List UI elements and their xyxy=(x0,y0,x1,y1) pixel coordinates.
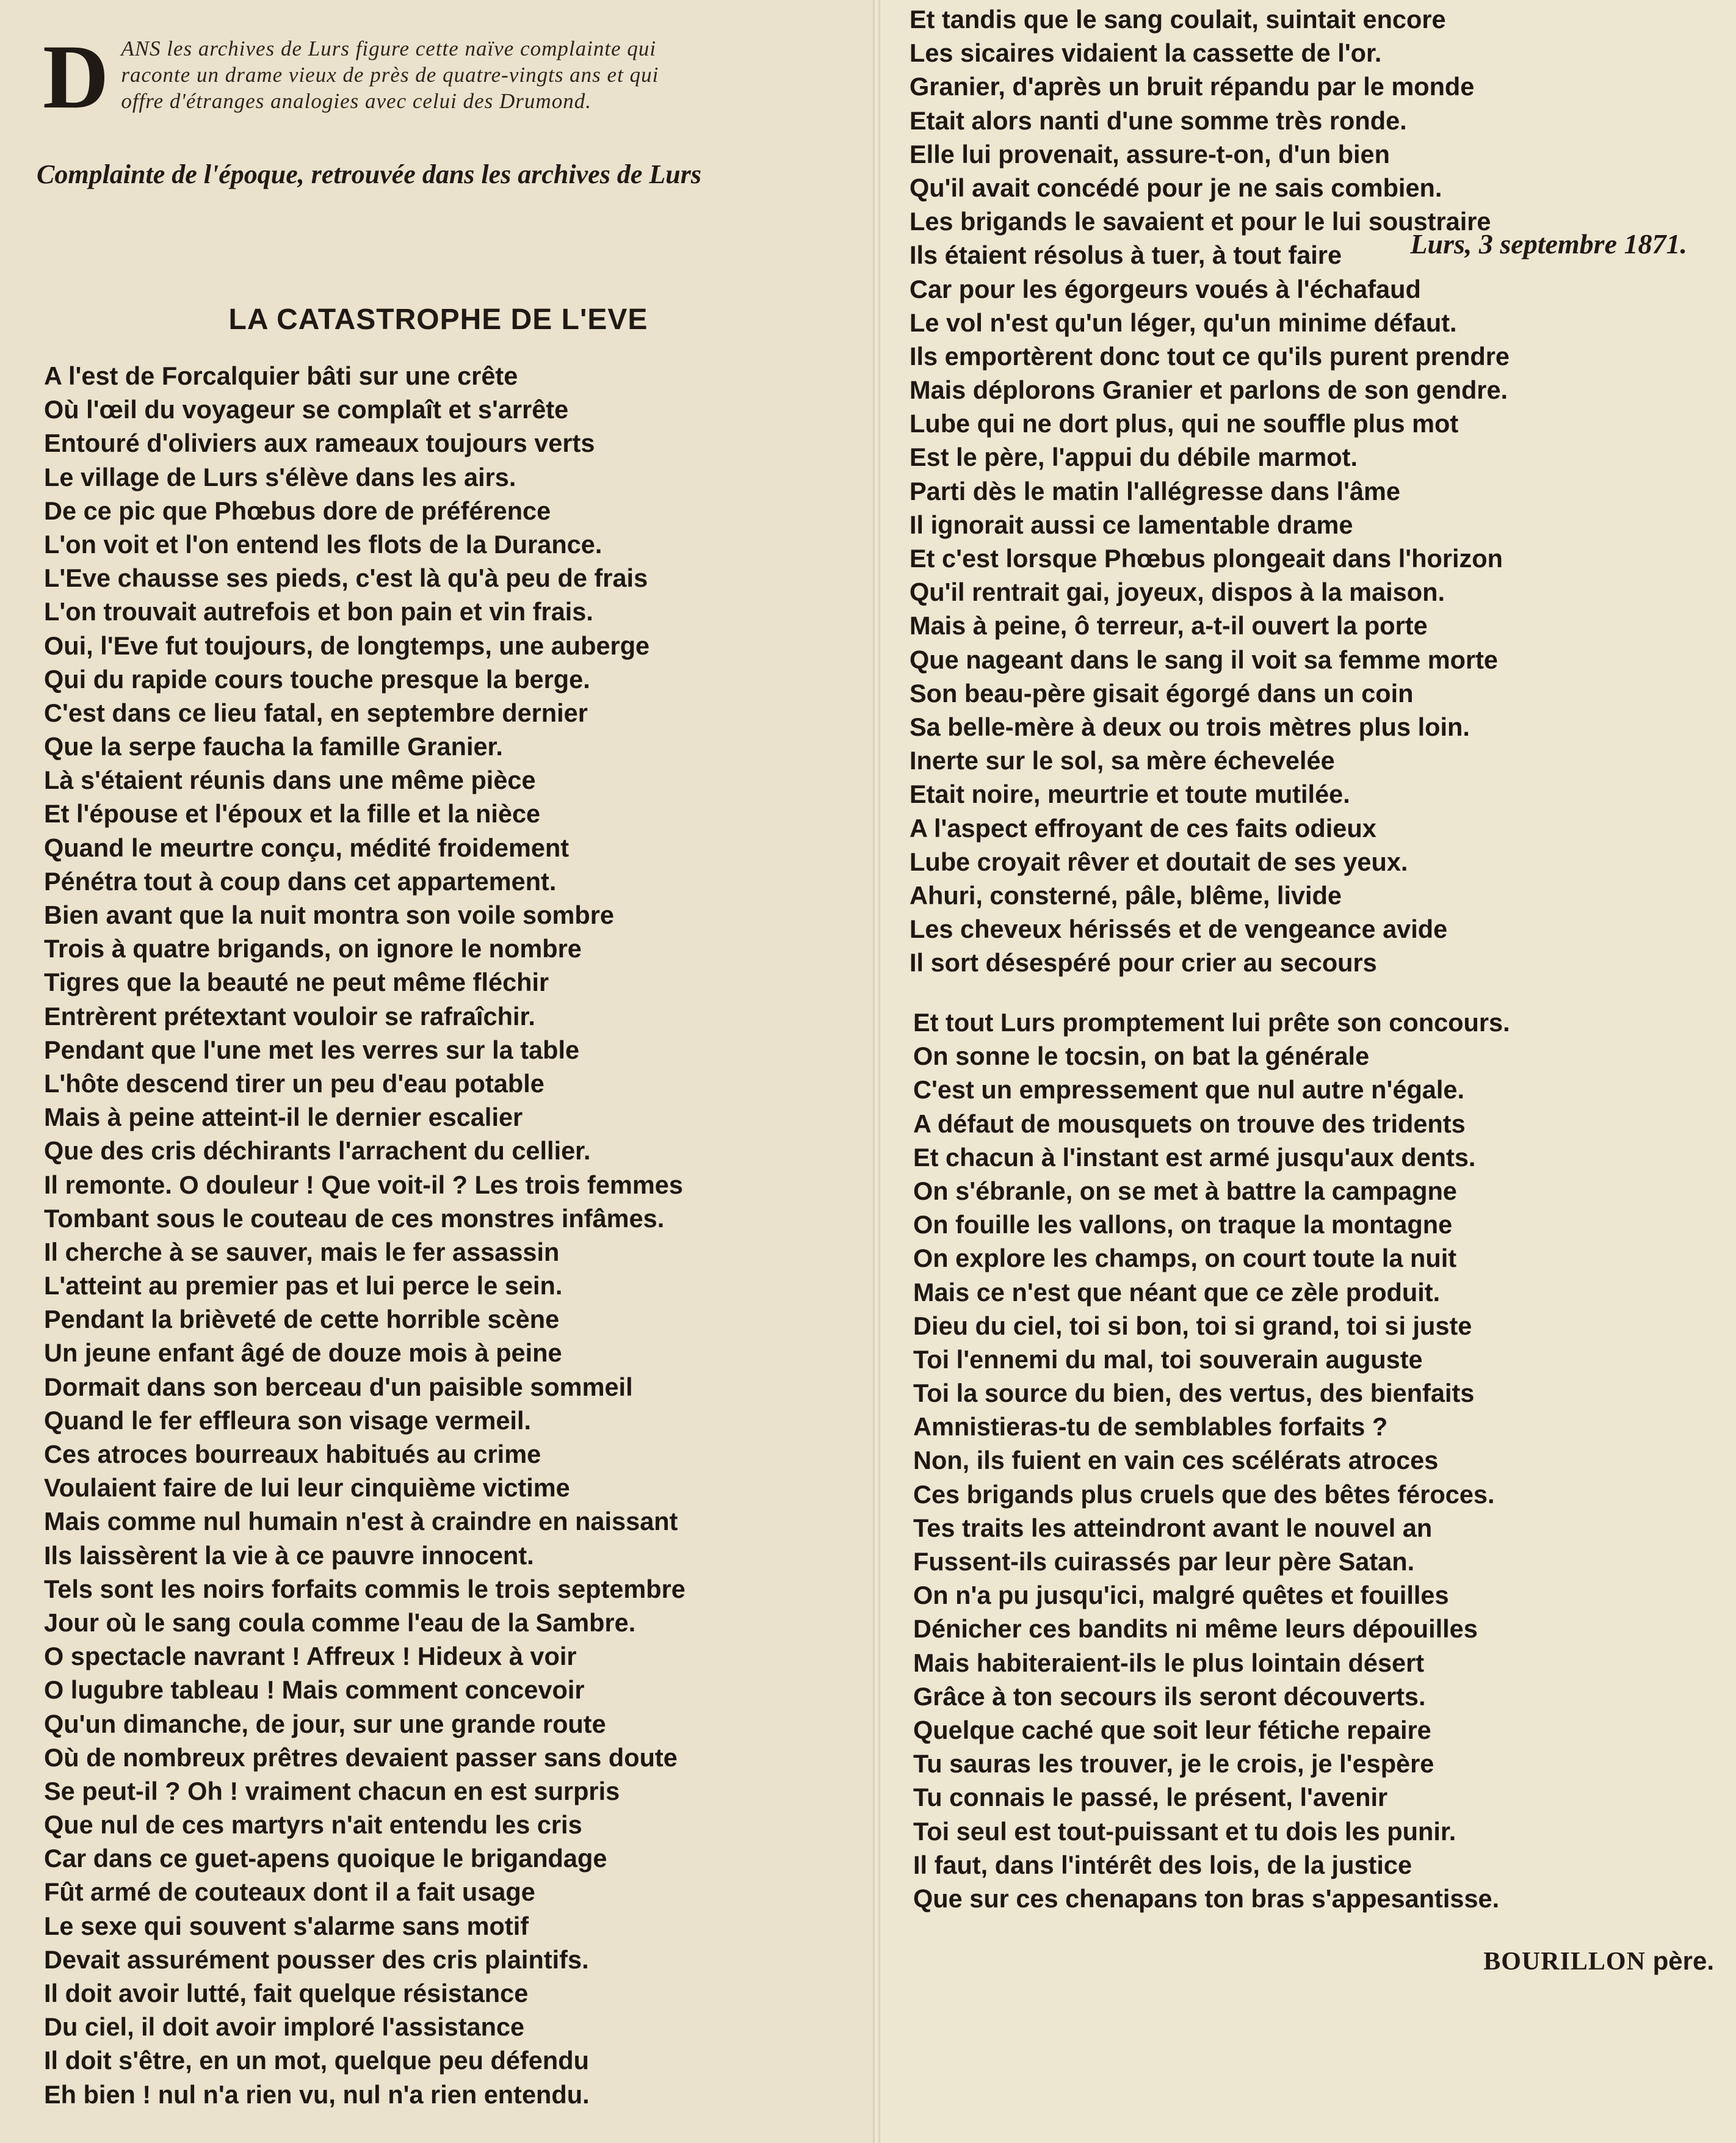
poem-line: Les sicaires vidaient la cassette de l'or. xyxy=(910,38,1382,68)
poem-line: Se peut-il ? Oh ! vraiment chacun en est surpris xyxy=(44,1776,620,1805)
poem-line: Quand le meurtre conçu, médité froidement xyxy=(44,833,570,862)
poem-line: A l'aspect effroyant de ces faits odieux xyxy=(910,813,1376,843)
poem-line: Ces brigands plus cruels que des bêtes féroces. xyxy=(913,1479,1495,1509)
poem-line: Et tandis que le sang coulait, suintait encore xyxy=(910,5,1446,34)
poem-line: Mais à peine, ô terreur, a-t-il ouvert la porte xyxy=(910,611,1428,640)
poem-right-column-part2 xyxy=(913,1006,1731,1915)
poem-line: L'on voit et l'on entend les flots de la Durance. xyxy=(44,529,602,559)
poem-line: Qu'un dimanche, de jour, sur une grande route xyxy=(44,1709,606,1738)
poem-line: Voulaient faire de lui leur cinquième victime xyxy=(44,1473,570,1503)
poem-line: Entrèrent prétextant vouloir se rafraîchir. xyxy=(44,1001,535,1031)
poem-line: Quand le fer effleura son visage vermeil. xyxy=(44,1405,532,1435)
poem-line: Ces atroces bourreaux habitués au crime xyxy=(44,1440,541,1468)
poem-line: L'hôte descend tirer un peu d'eau potable xyxy=(44,1068,544,1098)
poem-line: Ils laissèrent la vie à ce pauvre innocent. xyxy=(44,1540,534,1570)
poem-line: Les cheveux hérissés et de vengeance avide xyxy=(910,915,1448,944)
poem-line: Inerte sur le sol, sa mère échevelée xyxy=(910,746,1335,775)
poem-line: On fouille les vallons, on traque la montagne xyxy=(913,1210,1453,1239)
poem-line: Son beau-père gisait égorgé dans un coin xyxy=(910,678,1414,708)
poem-line: Le sexe qui souvent s'alarme sans motif xyxy=(44,1911,529,1940)
poem-line: Et chacun à l'instant est armé jusqu'aux dents. xyxy=(913,1142,1476,1172)
poem-title: LA CATASTROPHE DE L'EVE xyxy=(228,303,648,336)
poem-line: Etait alors nanti d'une somme très ronde. xyxy=(910,106,1407,135)
poem-line: Devait assurément pousser des cris plaintifs. xyxy=(44,1945,589,1974)
poem-line: Car dans ce guet-apens quoique le brigandage xyxy=(44,1844,607,1873)
poem-line: Il faut, dans l'intérêt des lois, de la justice xyxy=(913,1850,1412,1879)
poem-line: Pendant que l'une met les verres sur la table xyxy=(44,1035,580,1064)
poem-line: A l'est de Forcalquier bâti sur une crête xyxy=(44,361,518,390)
poem-line: De ce pic que Phœbus dore de préférence xyxy=(44,496,551,525)
poem-line: Mais déplorons Granier et parlons de son gendre. xyxy=(910,375,1508,405)
poem-line: Qui du rapide cours touche presque la berge. xyxy=(44,664,590,694)
poem-line: Dieu du ciel, toi si bon, toi si grand, toi si juste xyxy=(913,1311,1472,1340)
poem-line: Là s'étaient réunis dans une même pièce xyxy=(44,766,536,795)
poem-line: Ils étaient résolus à tuer, à tout faire xyxy=(910,241,1342,270)
poem-line: Amnistieras-tu de semblables forfaits ? xyxy=(913,1412,1388,1441)
poem-line: O spectacle navrant ! Affreux ! Hideux à voir xyxy=(44,1642,577,1671)
poem-line: Lube croyait rêver et doutait de ses yeux. xyxy=(910,847,1408,876)
poem-line: Le vol n'est qu'un léger, qu'un minime défaut. xyxy=(910,308,1457,337)
drop-cap: D xyxy=(43,26,109,128)
poem-line: L'atteint au premier pas et lui perce le sein. xyxy=(44,1271,563,1300)
poem-line: Quelque caché que soit leur fétiche repaire xyxy=(913,1715,1431,1744)
poem-line: O lugubre tableau ! Mais comment concevoir xyxy=(44,1675,585,1705)
poem-line: Il cherche à se sauver, mais le fer assassin xyxy=(44,1237,560,1266)
poem-line: C'est dans ce lieu fatal, en septembre dernier xyxy=(44,698,588,727)
poem-line: Il doit s'être, en un mot, quelque peu défendu xyxy=(44,2046,589,2075)
poem-line: L'Eve chausse ses pieds, c'est là qu'à peu de frais xyxy=(44,564,648,593)
poem-line: Ils emportèrent donc tout ce qu'ils purent prendre xyxy=(910,341,1510,371)
poem-line: Tigres que la beauté ne peut même fléchir xyxy=(44,968,549,997)
poem-line: Parti dès le matin l'allégresse dans l'âme xyxy=(910,476,1401,506)
intro-paragraph xyxy=(43,26,861,128)
poem-line: Sa belle-mère à deux ou trois mètres plus loin. xyxy=(910,712,1470,741)
poem-line: Ahuri, consterné, pâle, blême, livide xyxy=(910,880,1342,910)
poem-line: Granier, d'après un bruit répandu par le monde xyxy=(910,72,1475,101)
poem-line: Trois à quatre brigands, on ignore le nombre xyxy=(44,934,582,963)
poem-line: Il remonte. O douleur ! Que voit-il ? Les trois femmes xyxy=(44,1170,683,1199)
poem-line: Est le père, l'appui du débile marmot. xyxy=(910,443,1358,472)
poem-line: Tu connais le passé, le présent, l'avenir xyxy=(913,1783,1388,1812)
poem-line: On s'ébranle, on se met à battre la campagne xyxy=(913,1176,1457,1205)
signature xyxy=(1483,1944,1714,1979)
poem-line: Grâce à ton secours ils seront découverts. xyxy=(913,1681,1426,1711)
poem-line: Etait noire, meurtrie et toute mutilée. xyxy=(910,780,1350,809)
intro-text xyxy=(43,26,861,128)
poem-line: Toi la source du bien, des vertus, des bienfaits xyxy=(913,1379,1475,1408)
poem-line: Et c'est lorsque Phœbus plongeait dans l'horizon xyxy=(910,544,1503,573)
poem-line: Fussent-ils cuirassés par leur père Satan. xyxy=(913,1547,1415,1576)
poem-line: Car pour les égorgeurs voués à l'échafaud xyxy=(910,274,1421,303)
poem-line: Non, ils fuient en vain ces scélérats atroces xyxy=(913,1446,1439,1475)
poem-line: Bien avant que la nuit montra son voile sombre xyxy=(44,901,614,929)
poem-line: Que la serpe faucha la famille Granier. xyxy=(44,732,503,761)
poem-line: Il doit avoir lutté, fait quelque résistance xyxy=(44,1979,529,2007)
intro-line: ANS les archives de Lurs figure cette naïve complainte qui xyxy=(121,37,657,60)
poem-line: Que nul de ces martyrs n'ait entendu les cris xyxy=(44,1810,582,1840)
poem-line: Tes traits les atteindront avant le nouvel an xyxy=(913,1513,1433,1542)
poem-line: Et l'épouse et l'époux et la fille et la nièce xyxy=(44,799,541,829)
poem-line: Où de nombreux prêtres devaient passer sans doute xyxy=(44,1742,678,1772)
poem-line: Où l'œil du voyageur se complaît et s'arrête xyxy=(44,395,569,424)
poem-line: Jour où le sang coula comme l'eau de la Sambre. xyxy=(44,1608,636,1637)
intro-line: raconte un drame vieux de près de quatre-vingts ans et qui xyxy=(121,63,659,87)
poem-line: On n'a pu jusqu'ici, malgré quêtes et fouilles xyxy=(913,1581,1449,1610)
poem-line: Dénicher ces bandits ni même leurs dépouilles xyxy=(913,1614,1478,1644)
poem-line: A défaut de mousquets on trouve des tridents xyxy=(913,1109,1466,1138)
intro-line: offre d'étranges analogies avec celui des Drumond. xyxy=(121,89,591,113)
poem-line: Que des cris déchirants l'arrachent du cellier. xyxy=(44,1136,591,1166)
poem-line: Les brigands le savaient et pour le lui soustraire xyxy=(910,207,1491,236)
poem-right-column-part1 xyxy=(910,2,1727,979)
poem-line: Que nageant dans le sang il voit sa femme morte xyxy=(910,645,1499,674)
poem-line: Fût armé de couteaux dont il a fait usage xyxy=(44,1877,535,1907)
poem-line: Mais à peine atteint-il le dernier escalier xyxy=(44,1103,523,1132)
poem-line: Pénétra tout à coup dans cet appartement. xyxy=(44,866,557,896)
poem-line: Lube qui ne dort plus, qui ne souffle plus mot xyxy=(910,409,1459,438)
poem-line: Entouré d'oliviers aux rameaux toujours verts xyxy=(44,429,595,458)
poem-line: Tels sont les noirs forfaits commis le trois septembre xyxy=(44,1574,685,1603)
poem-line: Eh bien ! nul n'a rien vu, nul n'a rien entendu. xyxy=(44,2080,590,2109)
poem-line: Mais comme nul humain n'est à craindre en naissant xyxy=(44,1507,678,1536)
poem-line: Tombant sous le couteau de ces monstres infâmes. xyxy=(44,1203,665,1233)
poem-line: Mais habiteraient-ils le plus lointain désert xyxy=(913,1648,1425,1677)
poem-line: Du ciel, il doit avoir imploré l'assistance xyxy=(44,2012,525,2042)
poem-line: Toi seul est tout-puissant et tu dois les punir. xyxy=(913,1816,1456,1846)
poem-line: Tu sauras les trouver, je le crois, je l'espère xyxy=(913,1749,1434,1779)
poem-line: Elle lui provenait, assure-t-on, d'un bien xyxy=(910,139,1390,169)
poem-line: Que sur ces chenapans ton bras s'appesantisse. xyxy=(913,1884,1500,1913)
poem-line: Mais ce n'est que néant que ce zèle produit. xyxy=(913,1277,1441,1307)
signature-suffix: père. xyxy=(1652,1946,1714,1975)
poem-line: Et tout Lurs promptement lui prête son concours. xyxy=(913,1008,1510,1037)
poem-line: Le village de Lurs s'élève dans les airs. xyxy=(44,462,516,491)
poem-line: Il ignorait aussi ce lamentable drame xyxy=(910,510,1353,539)
poem-line: On explore les champs, on court toute la nuit xyxy=(913,1244,1457,1273)
poem-line: Un jeune enfant âgé de douze mois à peine xyxy=(44,1338,562,1368)
poem-left-column xyxy=(44,359,868,2111)
poem-line: Dormait dans son berceau d'un paisible sommeil xyxy=(44,1372,633,1401)
dateline: Lurs, 3 septembre 1871. xyxy=(1410,228,1687,259)
subtitle: Complainte de l'époque, retrouvée dans les archives de Lurs xyxy=(37,159,701,189)
poem-line: Il sort désespéré pour crier au secours xyxy=(910,948,1377,977)
poem-line: On sonne le tocsin, on bat la générale xyxy=(913,1042,1370,1071)
poem-line: L'on trouvait autrefois et bon pain et vin frais. xyxy=(44,597,593,626)
poem-line: Toi l'ennemi du mal, toi souverain auguste xyxy=(913,1344,1423,1374)
poem-line: Oui, l'Eve fut toujours, de longtemps, une auberge xyxy=(44,631,650,660)
poem-line: C'est un empressement que nul autre n'égale. xyxy=(913,1075,1465,1104)
poem-line: Pendant la brièveté de cette horrible scène xyxy=(44,1305,560,1334)
poem-line: Qu'il rentrait gai, joyeux, dispos à la maison. xyxy=(910,578,1445,607)
poem-line: Qu'il avait concédé pour je ne sais combien. xyxy=(910,173,1442,202)
signature-name: BOURILLON xyxy=(1483,1948,1646,1976)
